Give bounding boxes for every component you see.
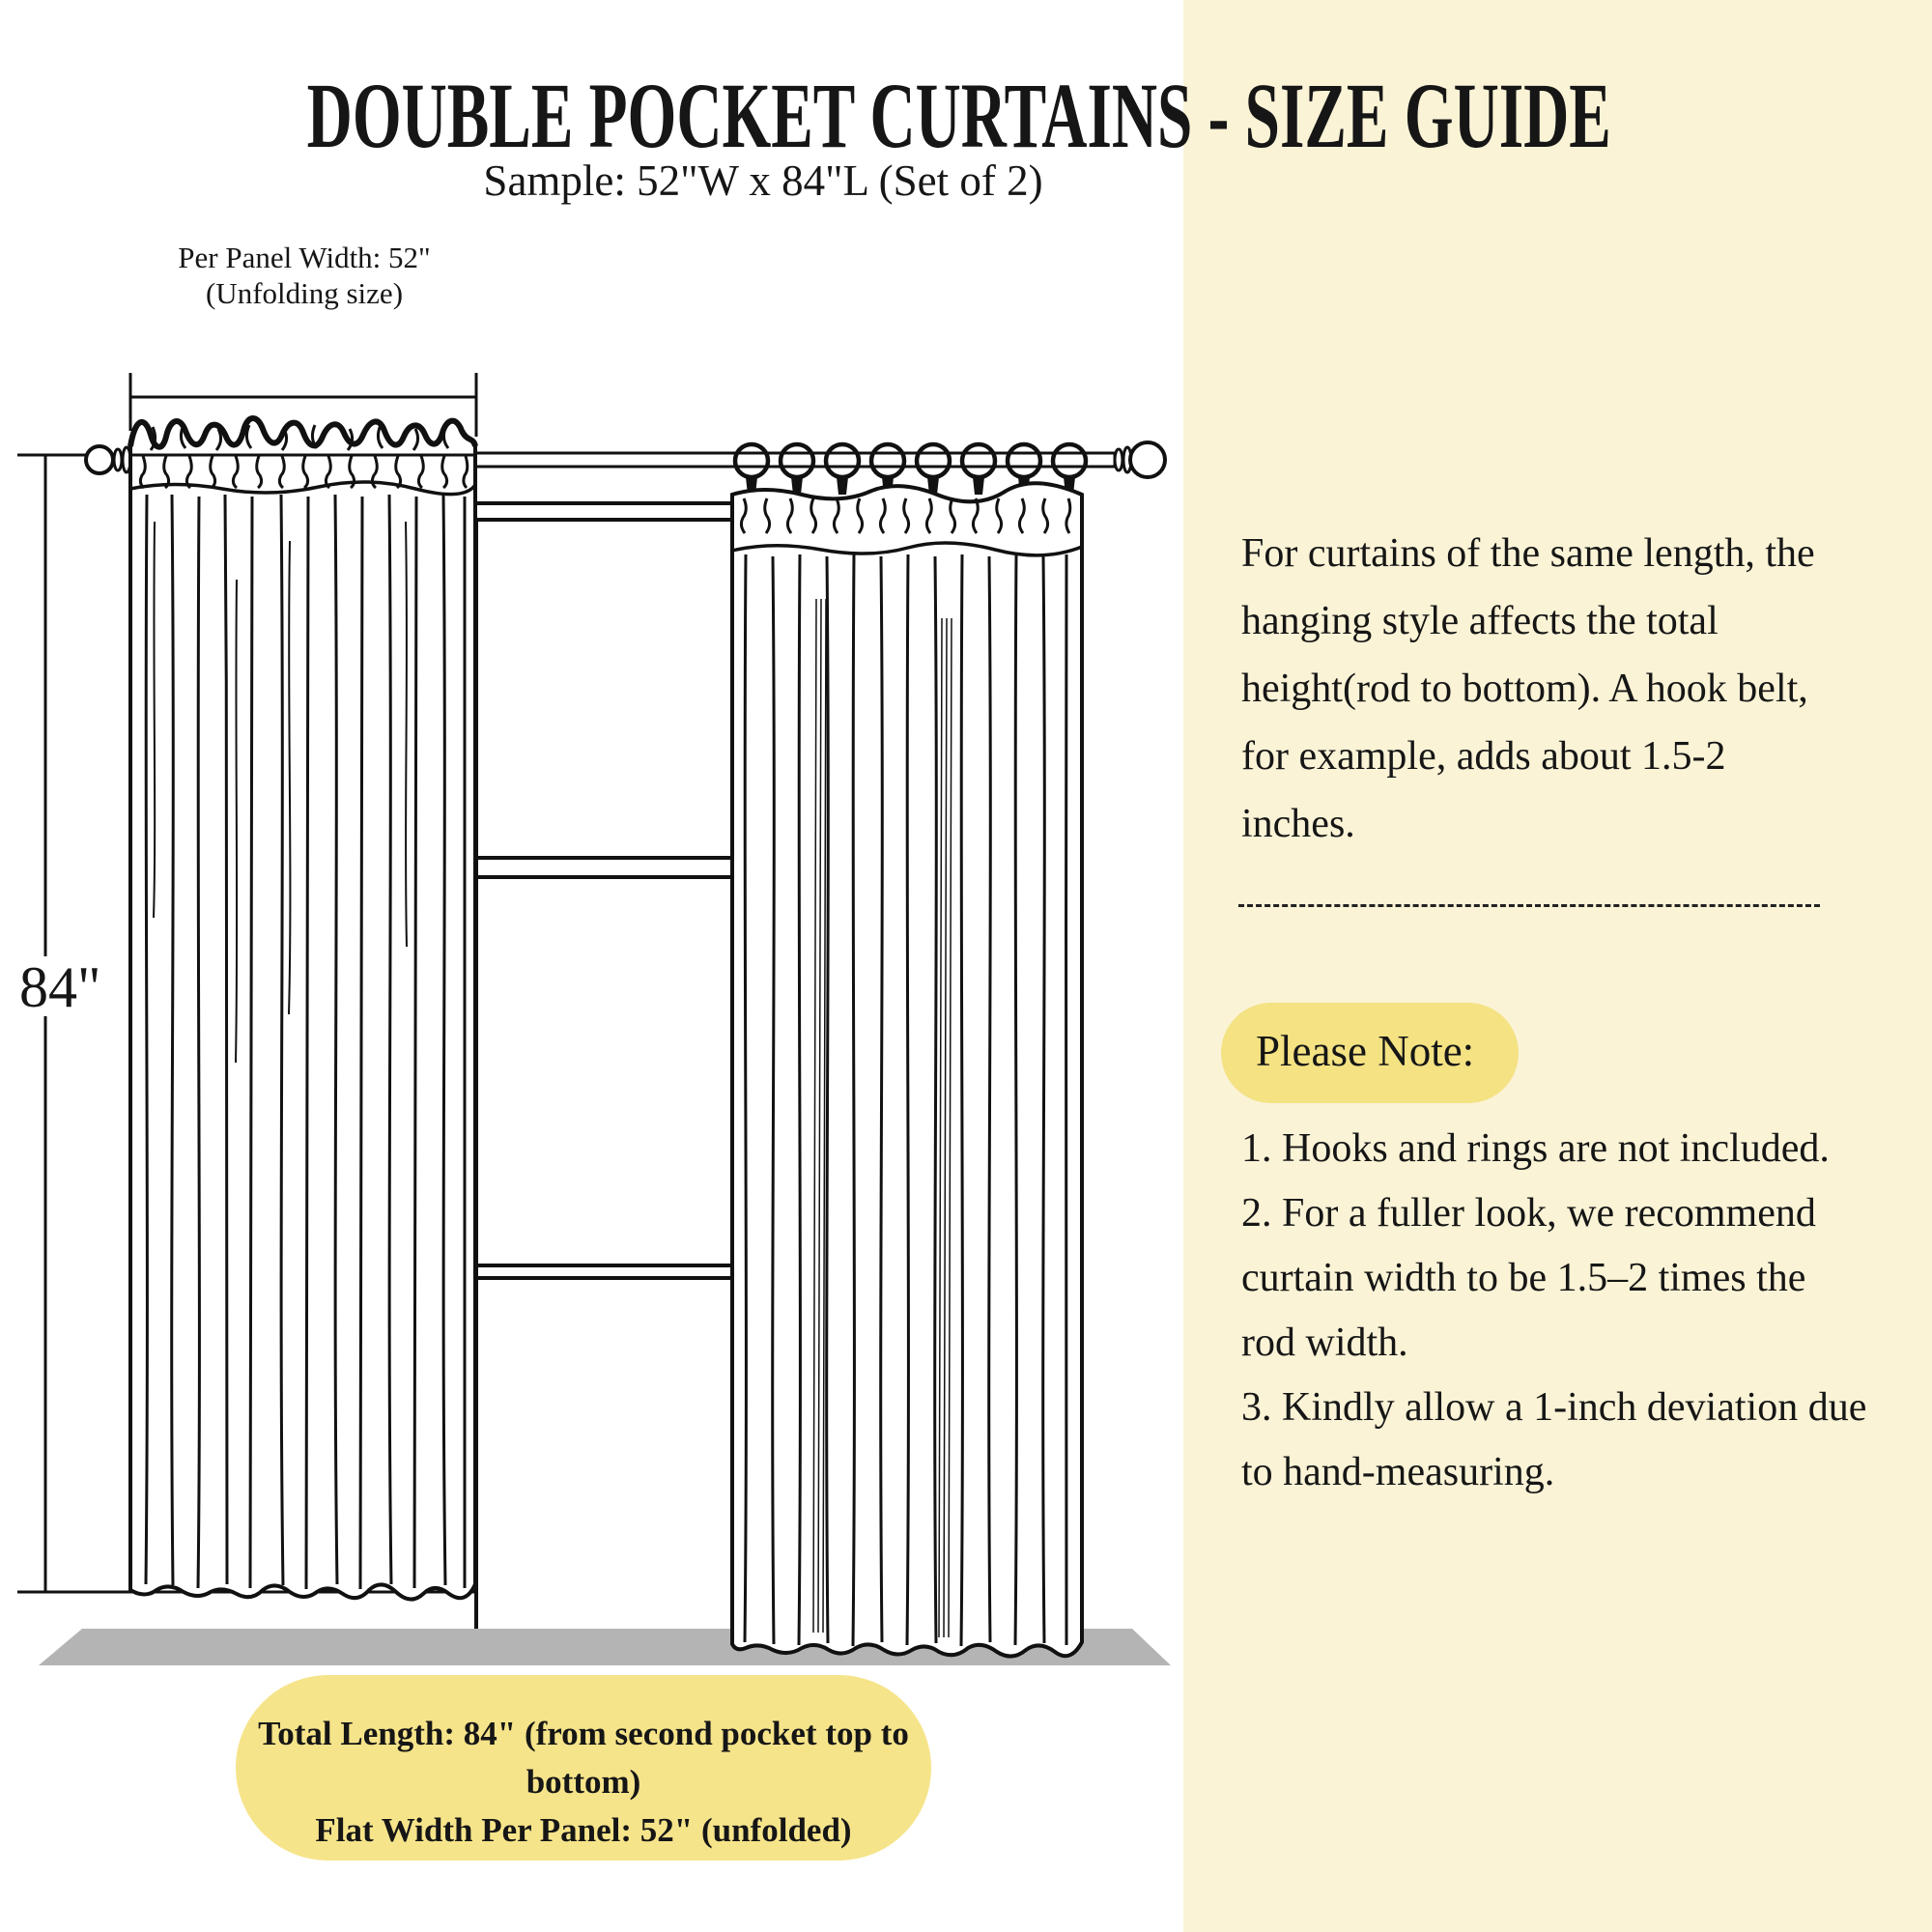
text-line: (Unfolding size) xyxy=(205,276,404,310)
left-finial xyxy=(86,446,130,473)
text-line: hanging style affects the total xyxy=(1241,599,1719,643)
text-line: curtain width to be 1.5–2 times the xyxy=(1241,1256,1806,1300)
rod-pocket-panel xyxy=(130,418,475,1600)
text-line: 2. For a fuller look, we recommend xyxy=(1241,1191,1816,1236)
hanging-style-paragraph xyxy=(1241,520,1879,858)
measurement-summary-pill xyxy=(236,1675,931,1861)
window-frame xyxy=(464,503,736,1629)
right-finial xyxy=(1115,442,1165,477)
panel-width-label xyxy=(116,240,493,311)
panel-height-label: 84" xyxy=(19,955,101,1019)
sample-size-subtitle: Sample: 52"W x 84"L (Set of 2) xyxy=(483,156,1043,205)
please-note-title: Please Note: xyxy=(1256,1027,1475,1075)
text-line: Total Length: 84" (from second pocket top to bottom) xyxy=(258,1715,909,1801)
text-line: for example, adds about 1.5-2 xyxy=(1241,734,1726,779)
page-title-text: DOUBLE POCKET CURTAINS - SIZE GUIDE xyxy=(306,64,1611,167)
text-line: 1. Hooks and rings are not included. xyxy=(1241,1126,1830,1171)
text-line: Flat Width Per Panel: 52" (unfolded) xyxy=(315,1811,852,1849)
text-line: inches. xyxy=(1241,802,1355,846)
text-line: For curtains of the same length, the xyxy=(1241,531,1815,576)
ring-top-panel xyxy=(732,444,1086,1657)
text-line: Per Panel Width: 52" xyxy=(178,241,431,274)
notes-list xyxy=(1241,1117,1908,1505)
text-line: to hand-measuring. xyxy=(1241,1450,1555,1494)
text-line: height(rod to bottom). A hook belt, xyxy=(1241,667,1808,711)
please-note-pill xyxy=(1221,1003,1519,1103)
dashed-divider xyxy=(1238,904,1820,907)
page-title xyxy=(0,62,1611,169)
text-line: 3. Kindly allow a 1-inch deviation due xyxy=(1241,1385,1867,1430)
text-line: rod width. xyxy=(1241,1321,1408,1365)
